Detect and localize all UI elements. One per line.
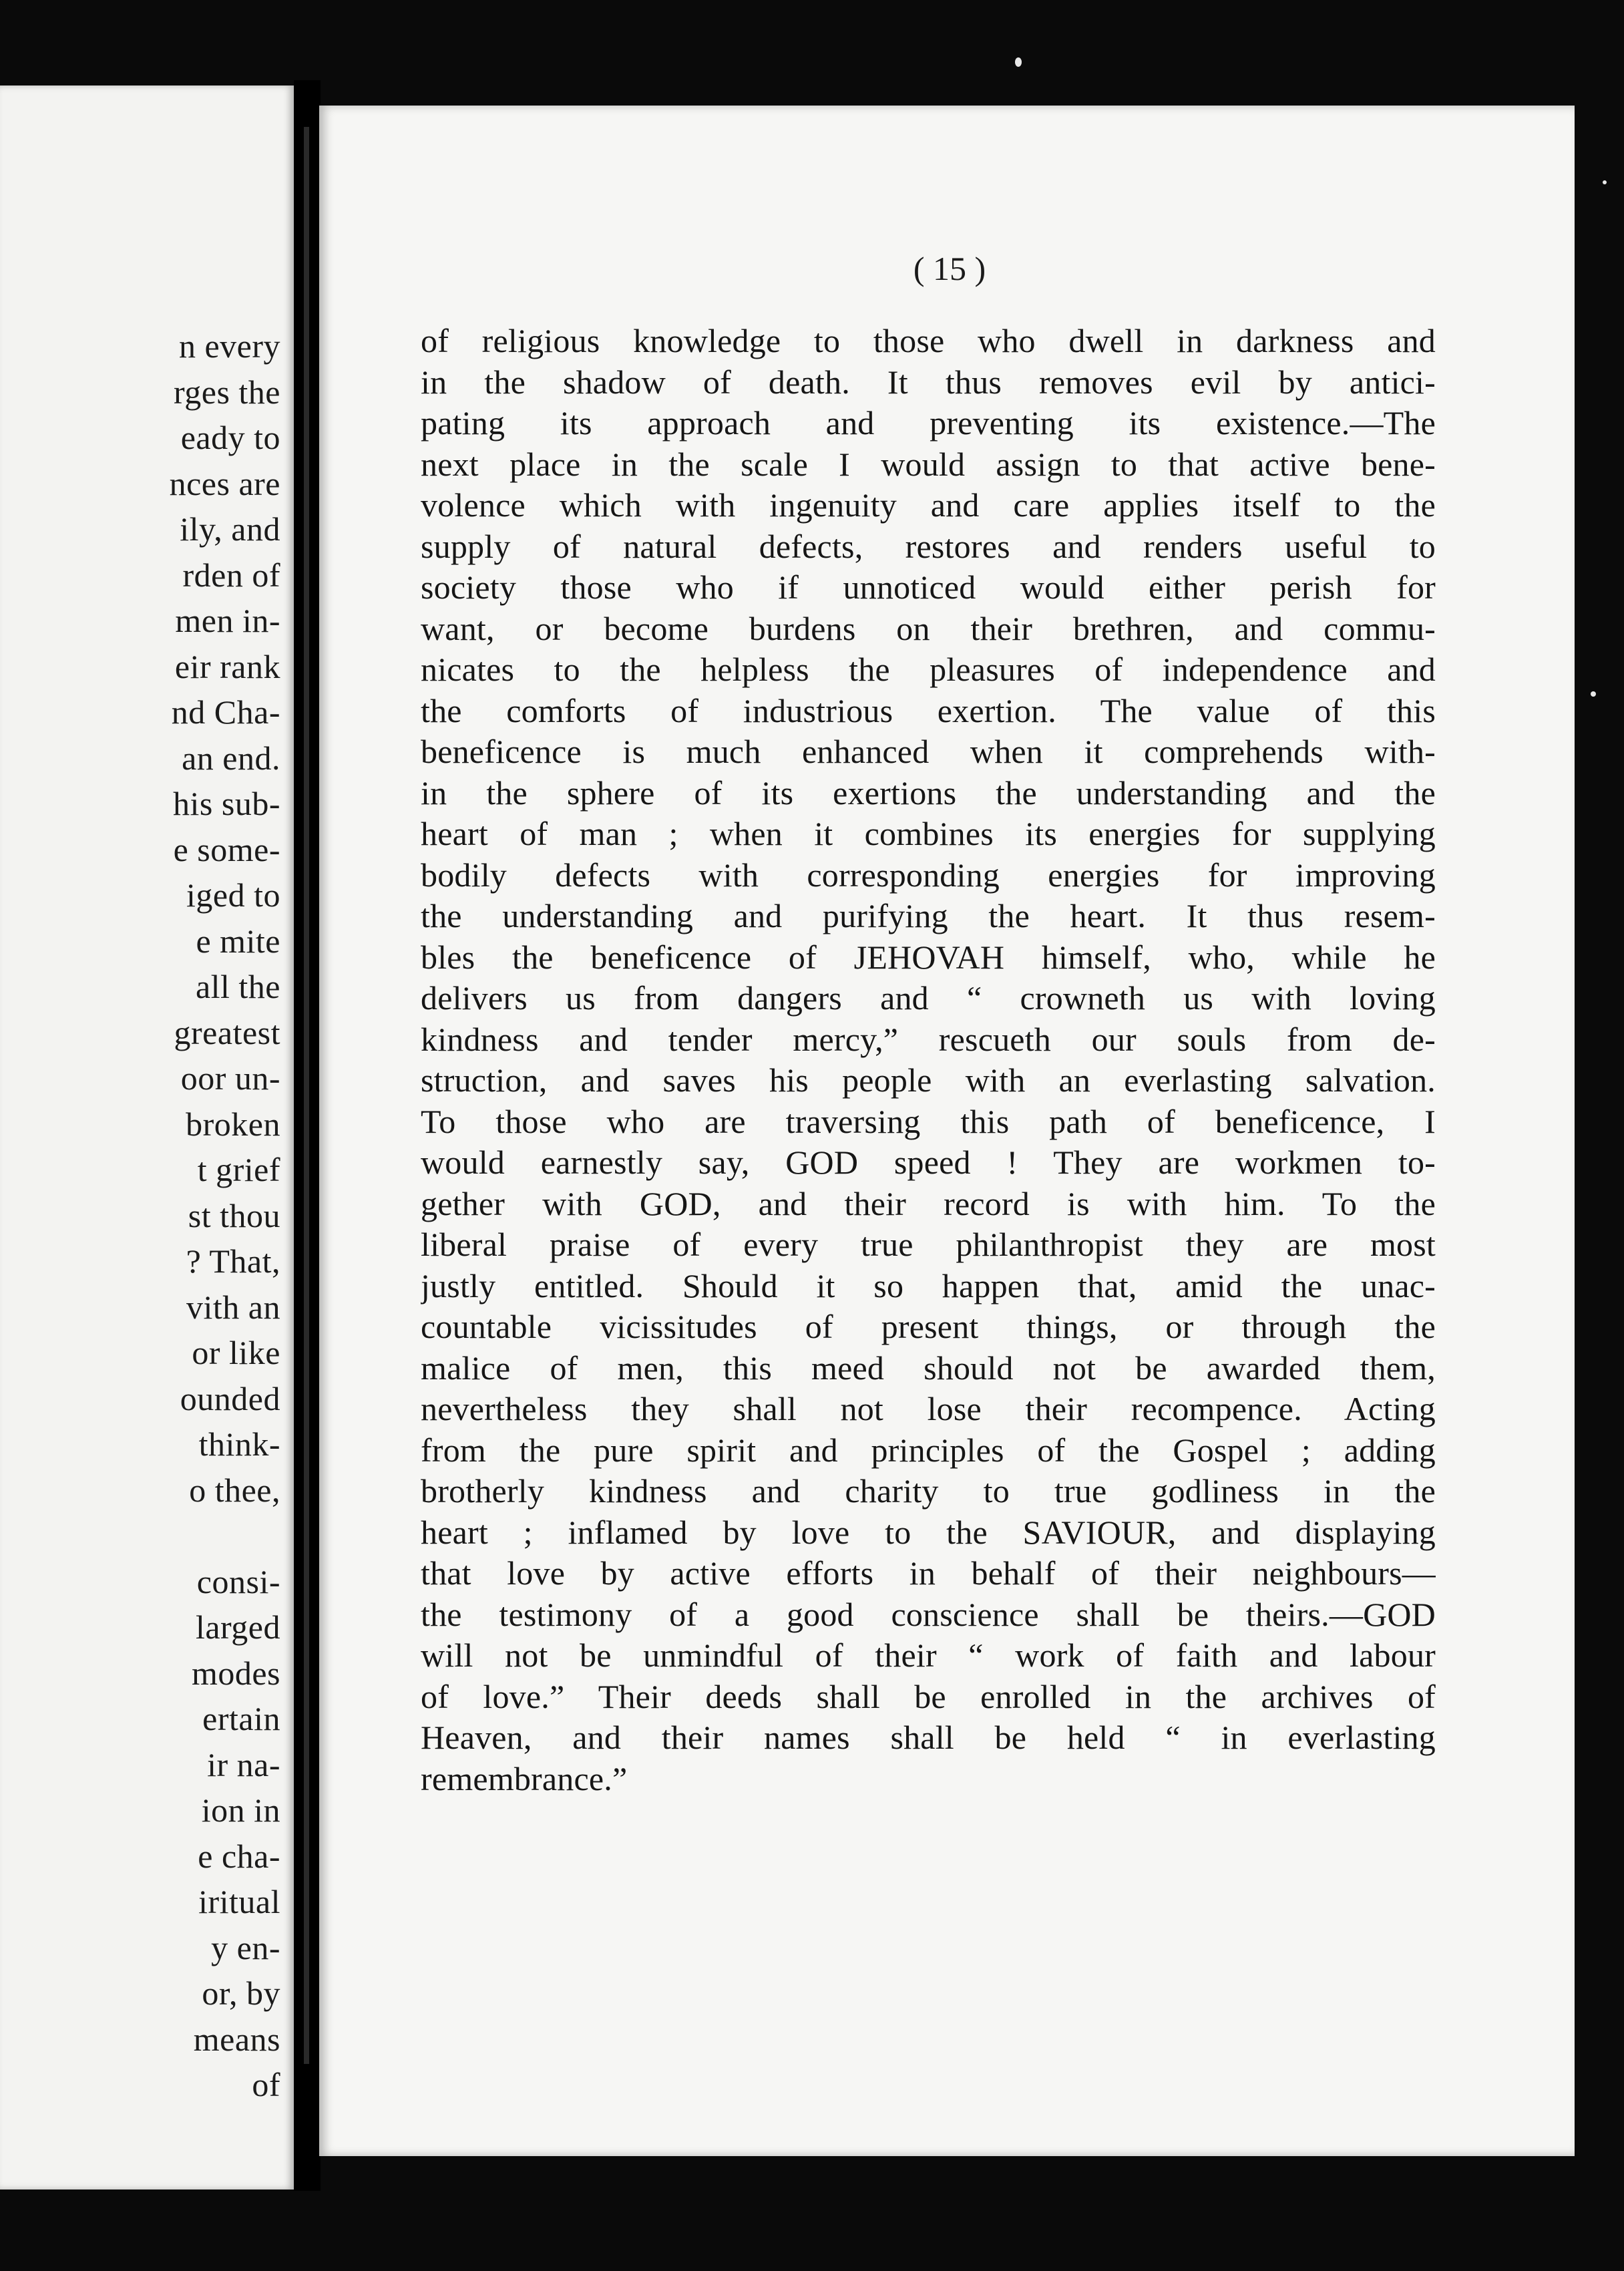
- fragment-line: ertain: [202, 1700, 280, 1737]
- fragment-line: broken: [186, 1105, 280, 1143]
- text-line: struction, and saves his people with an everlasting salvation.: [421, 1061, 1436, 1099]
- text-line: of love.” Their deeds shall be enrolled in the archives of: [421, 1677, 1436, 1715]
- scan-speck: [1603, 180, 1607, 184]
- text-line: society those who if unnoticed would either perish for: [421, 568, 1436, 606]
- text-line: supply of natural defects, restores and renders useful to: [421, 527, 1436, 565]
- fragment-line: eady to: [180, 419, 280, 456]
- text-line: bodily defects with corresponding energies for improving: [421, 856, 1436, 894]
- fragment-line: consi-: [196, 1562, 280, 1600]
- text-line: remembrance.”: [421, 1759, 628, 1797]
- fragment-line: st thou: [188, 1196, 280, 1234]
- text-line: pating its approach and preventing its existence.—The: [421, 404, 1436, 442]
- text-line: in the sphere of its exertions the understanding and the: [421, 773, 1436, 812]
- fragment-line: ily, and: [180, 510, 280, 548]
- fragment-line: ounded: [180, 1379, 280, 1417]
- fragment-line: men in-: [175, 602, 280, 639]
- text-line: next place in the scale I would assign to that active bene-: [421, 445, 1436, 483]
- page-number: ( 15 ): [913, 250, 986, 287]
- fragment-line: think-: [198, 1425, 280, 1463]
- text-line: beneficence is much enhanced when it comprehends with-: [421, 733, 1436, 770]
- text-line: malice of men, this meed should not be awarded them,: [421, 1349, 1436, 1387]
- page-body-text: [421, 321, 1436, 1799]
- fragment-line: rden of: [182, 556, 280, 594]
- text-line: would earnestly say, GOD speed ! They are workmen to-: [421, 1144, 1436, 1181]
- fragment-line: all the: [195, 968, 280, 1005]
- fragment-line: greatest: [174, 1013, 280, 1051]
- scan-speck: [1015, 57, 1022, 67]
- text-line: from the pure spirit and principles of the Gospel ; adding: [421, 1431, 1436, 1469]
- fragment-line: nd Cha-: [171, 693, 280, 731]
- fragment-line: n every: [178, 327, 280, 365]
- text-line: will not be unmindful of their “ work of faith and labour: [421, 1636, 1436, 1674]
- left-page-fragment: [0, 85, 294, 2190]
- fragment-line: iritual: [198, 1883, 280, 1920]
- text-line: the testimony of a good conscience shall be theirs.—GOD: [421, 1595, 1436, 1633]
- fragment-line: nces are: [169, 464, 280, 502]
- spine-shadow: [304, 127, 309, 2064]
- left-page-text: [170, 323, 280, 2108]
- text-line: the comforts of industrious exertion. The value of this: [421, 691, 1436, 729]
- fragment-line: e some-: [173, 830, 280, 868]
- fragment-line: iged to: [186, 876, 280, 914]
- fragment-line: y en-: [211, 1928, 280, 1966]
- fragment-line: larged: [195, 1608, 280, 1646]
- fragment-line: eir rank: [174, 647, 280, 685]
- text-line: delivers us from dangers and “ crowneth us with loving: [421, 979, 1436, 1017]
- fragment-line: or, by: [202, 1974, 280, 2012]
- fragment-line: ir na-: [207, 1745, 280, 1783]
- scan-speck: [1591, 691, 1596, 697]
- fragment-line: [170, 1513, 280, 1559]
- fragment-line: ? That,: [186, 1242, 280, 1280]
- fragment-line: e mite: [196, 922, 280, 960]
- text-line: bles the beneficence of JEHOVAH himself, who, while he: [421, 938, 1436, 976]
- text-line: brotherly kindness and charity to true godliness in the: [421, 1472, 1436, 1510]
- fragment-line: t grief: [197, 1151, 280, 1188]
- fragment-line: oor un-: [180, 1059, 280, 1097]
- fragment-line: modes: [191, 1654, 280, 1692]
- fragment-line: an end.: [182, 739, 280, 777]
- text-line: nevertheless they shall not lose their recompence. Acting: [421, 1390, 1436, 1427]
- fragment-line: vith an: [186, 1288, 280, 1326]
- text-line: Heaven, and their names shall be held “ in everlasting: [421, 1719, 1436, 1756]
- text-line: nicates to the helpless the pleasures of independence and: [421, 651, 1436, 688]
- fragment-line: means: [193, 2020, 280, 2058]
- fragment-line: e cha-: [198, 1837, 280, 1875]
- fragment-line: o thee,: [189, 1471, 280, 1509]
- text-line: kindness and tender mercy,” rescueth our souls from de-: [421, 1020, 1436, 1058]
- text-line: heart of man ; when it combines its energies for supplying: [421, 815, 1436, 852]
- text-line: of religious knowledge to those who dwell in darkness and: [421, 322, 1436, 359]
- fragment-line: of: [252, 2066, 280, 2103]
- text-line: liberal praise of every true philanthropist they are most: [421, 1226, 1436, 1263]
- text-line: want, or become burdens on their brethren, and commu-: [421, 609, 1436, 647]
- fragment-line: or like: [192, 1334, 280, 1371]
- text-line: that love by active efforts in behalf of their neighbours—: [421, 1554, 1436, 1592]
- fragment-line: ion in: [201, 1791, 280, 1829]
- text-line: heart ; inflamed by love to the SAVIOUR, and displaying: [421, 1513, 1436, 1551]
- text-line: gether with GOD, and their record is with him. To the: [421, 1184, 1436, 1222]
- fragment-line: rges the: [174, 373, 280, 411]
- fragment-line: his sub-: [173, 785, 280, 822]
- text-line: in the shadow of death. It thus removes evil by antici-: [421, 363, 1436, 401]
- text-line: the understanding and purifying the heart. It thus resem-: [421, 897, 1436, 934]
- text-line: To those who are traversing this path of beneficence, I: [421, 1102, 1436, 1140]
- text-line: countable vicissitudes of present things, or through the: [421, 1308, 1436, 1345]
- text-line: justly entitled. Should it so happen that, amid the unac-: [421, 1266, 1436, 1304]
- text-line: volence which with ingenuity and care applies itself to the: [421, 486, 1436, 524]
